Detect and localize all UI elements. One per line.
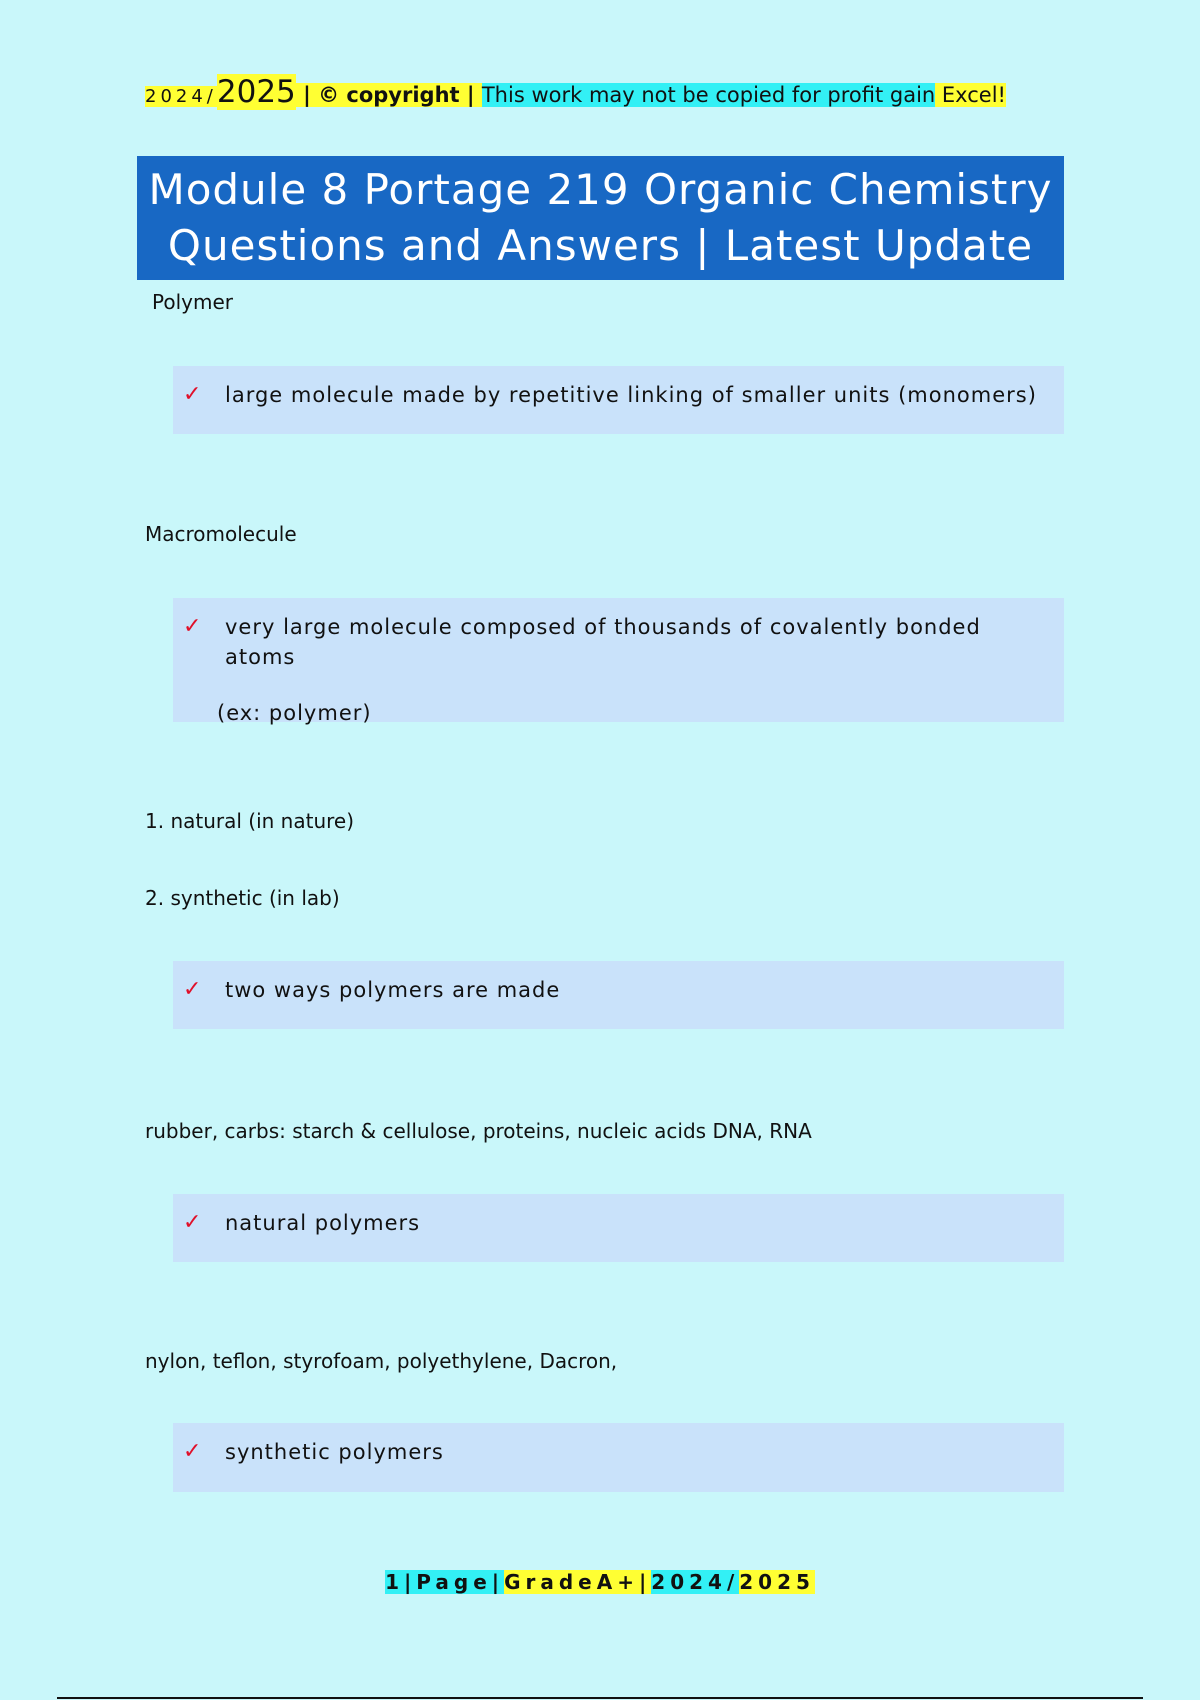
question-polymer: Polymer [152, 290, 233, 314]
question-macromolecule: Macromolecule [145, 522, 297, 546]
answer-text-continued: (ex: polymer) [217, 701, 372, 725]
footer-years-b: 2025 [739, 1570, 815, 1594]
title-line-2: Questions and Answers | Latest Update [167, 221, 1034, 270]
answer-box [173, 598, 1064, 725]
answer-text: very large molecule composed of thousands of covalently bonded atoms [225, 615, 981, 669]
answer-box [173, 366, 1064, 434]
question-synthetic-examples: nylon, teflon, styrofoam, polyethylene, Dacron, [145, 1349, 618, 1373]
answer-text: large molecule made by repetitive linking of smaller units (monomers) [225, 383, 1037, 407]
header-banner [145, 72, 1006, 117]
question-line-natural: 1. natural (in nature) [145, 809, 355, 833]
header-excel: Excel! [935, 83, 1006, 107]
page-footer [0, 1570, 1200, 1594]
footer-grade: GradeA+| [504, 1570, 652, 1594]
question-natural-examples: rubber, carbs: starch & cellulose, proteins, nucleic acids DNA, RNA [145, 1119, 812, 1143]
answer-box [173, 1194, 1064, 1262]
document-title [137, 156, 1064, 280]
bottom-divider [57, 1697, 1143, 1699]
checkmark-icon: ✓ [183, 382, 203, 407]
title-line-1: Module 8 Portage 219 Organic Chemistry [148, 165, 1053, 214]
question-line-synthetic: 2. synthetic (in lab) [145, 886, 340, 910]
header-notice: This work may not be copied for profit gain [481, 83, 936, 107]
answer-box [173, 1423, 1064, 1492]
header-years: 2024/ [145, 86, 217, 107]
answer-box [173, 961, 1064, 1029]
footer-years-a: 2024/ [651, 1570, 740, 1594]
answer-text: synthetic polymers [225, 1440, 444, 1464]
answer-text: two ways polymers are made [225, 978, 561, 1002]
footer-page: 1|Page| [385, 1570, 505, 1594]
checkmark-icon: ✓ [183, 614, 203, 639]
checkmark-icon: ✓ [183, 977, 203, 1002]
checkmark-icon: ✓ [183, 1439, 203, 1464]
header-copyright: | © copyright | [295, 83, 482, 107]
checkmark-icon: ✓ [183, 1210, 203, 1235]
header-year: 2025 [216, 74, 296, 110]
answer-text: natural polymers [225, 1211, 421, 1235]
